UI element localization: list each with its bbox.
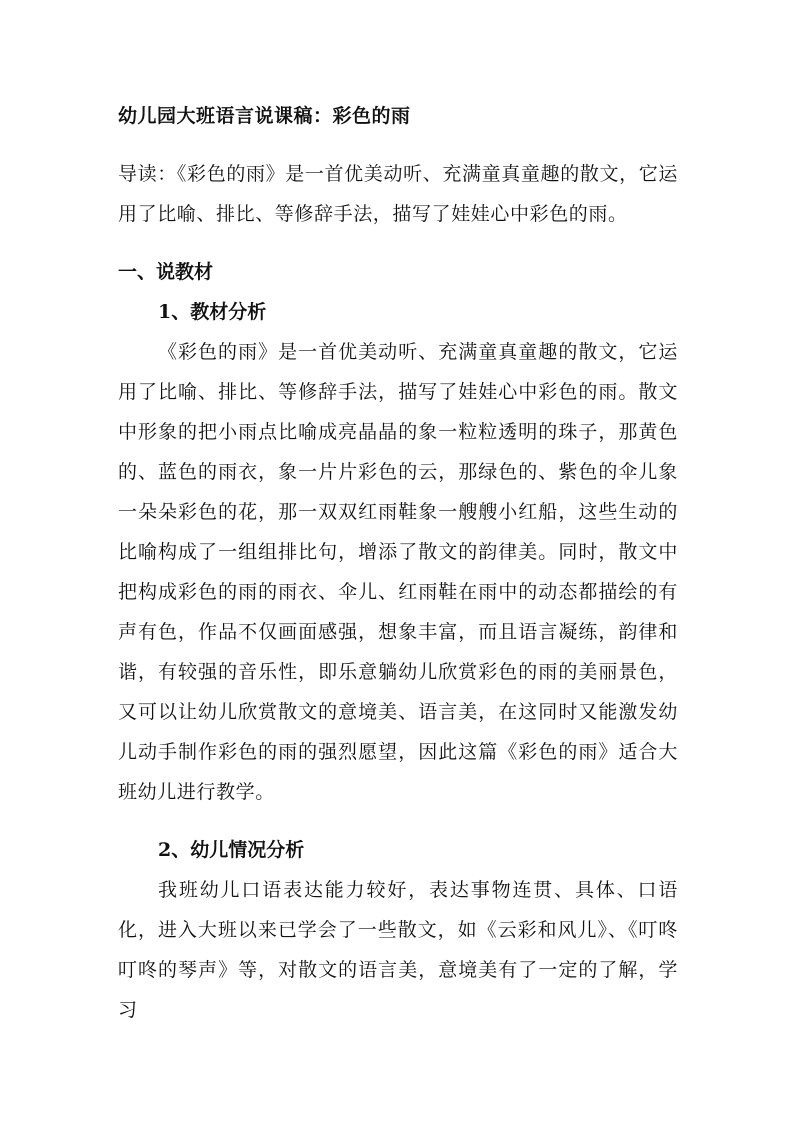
document-content bbox=[118, 96, 678, 1030]
intro-paragraph: 导读：《彩色的雨》是一首优美动听、充满童真童趣的散文，它运用了比喻、排比、等修辞手法，描写了娃娃心中彩色的雨。 bbox=[118, 163, 678, 225]
subsection-heading-material-analysis: 1、教材分析 bbox=[158, 301, 267, 323]
paragraph-spacer bbox=[118, 812, 678, 830]
subsection-heading-children-analysis: 2、幼儿情况分析 bbox=[158, 839, 305, 861]
section-heading-teaching-material: 一、说教材 bbox=[118, 261, 214, 283]
children-analysis-paragraph: 我班幼儿口语表达能力较好，表达事物连贯、具体、口语化，进入大班以来已学会了一些散文，如《云彩和风儿》、《叮咚叮咚的琴声》等，对散文的语言美，意境美有了一定的了解，学习 bbox=[118, 879, 678, 1021]
document-title: 幼儿园大班语言说课稿：彩色的雨 bbox=[118, 105, 411, 127]
material-analysis-paragraph: 《彩色的雨》是一首优美动听、充满童真童趣的散文，它运用了比喻、排比、等修辞手法，描写了娃娃心中彩色的雨。散文中形象的把小雨点比喻成亮晶晶的象一粒粒透明的珠子，那黄色的、蓝色的雨衣，象一片片彩色的云，那绿色的、紫色的伞儿象一朵朵彩色的花，那一双双红雨鞋象一艘艘小红船，这些生动的比喻构成了一组组排比句，增添了散文的韵律美。同时，散文中把构成彩色的雨的雨衣、伞儿、红雨鞋在雨中的动态都描绘的有声有色，作品不仅画面感强，想象丰富，而且语言凝练，韵律和谐，有较强的音乐性，即乐意躺幼儿欣赏彩色的雨的美丽景色，又可以让幼儿欣赏散文的意境美、语言美，在这同时又能激发幼儿动手制作彩色的雨的强烈愿望，因此这篇《彩色的雨》适合大班幼儿进行教学。 bbox=[118, 341, 678, 803]
